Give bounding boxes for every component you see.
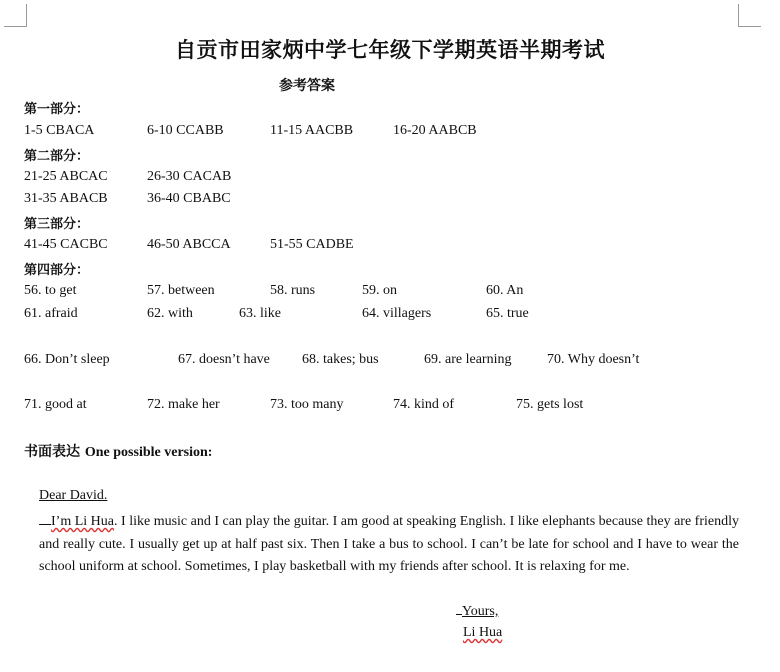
answer-group: 41-45 CACBC <box>24 237 108 252</box>
answer-group: 36-40 CBABC <box>147 191 231 206</box>
answer-group: 6-10 CCABB <box>147 123 224 138</box>
part4-heading: 第四部分： <box>24 263 90 278</box>
answer-item: 68. takes; bus <box>302 352 379 367</box>
answer-item: 58. runs <box>270 283 316 298</box>
letter-signature-text: Li Hua <box>463 625 503 640</box>
letter-closing-text: Yours, <box>462 604 499 619</box>
answer-group: 51-55 CADBE <box>270 237 354 252</box>
answer-group: 26-30 CACAB <box>147 169 232 184</box>
letter-body <box>39 510 739 579</box>
page-corner-mark-top-left <box>4 4 27 27</box>
answer-group: 21-25 ABCAC <box>24 169 108 184</box>
answer-item: 69. are learning <box>424 352 512 367</box>
letter-closing <box>456 602 498 620</box>
answer-group: 1-5 CBACA <box>24 123 95 138</box>
writing-heading <box>24 441 212 461</box>
answer-item: 65. true <box>486 306 529 321</box>
letter-text: . I like music and I can play the guitar. I am good at speaking English. I like elephants because they are friendly and really cute. I usually get up at half past six. Then I take a bus to school. I can’t be late for school and I have to wear the school uniform at school. Sometimes, I play basketball with my friends after school. It is relaxing for me. <box>39 514 740 575</box>
answer-item: 62. with <box>147 306 193 321</box>
answer-item: 67. doesn’t have <box>178 352 270 367</box>
answer-item: 75. gets lost <box>516 397 584 412</box>
indent-underline <box>39 510 51 525</box>
answer-item: 64. villagers <box>362 306 432 321</box>
answer-item: 73. too many <box>270 397 344 412</box>
part3-heading: 第三部分： <box>24 217 90 232</box>
answer-item: 66. Don’t sleep <box>24 352 110 367</box>
letter-greeting: Dear David. <box>39 488 108 503</box>
answer-group: 31-35 ABACB <box>24 191 108 206</box>
answer-item: 72. make her <box>147 397 220 412</box>
part1-heading: 第一部分： <box>24 102 90 117</box>
answer-item: 63. like <box>239 306 281 321</box>
answer-group: 16-20 AABCB <box>393 123 477 138</box>
writing-heading-en: One possible version: <box>84 445 213 460</box>
writing-heading-cn: 书面表达 <box>24 444 80 460</box>
document-title: 自贡市田家炳中学七年级下学期英语半期考试 <box>175 38 605 62</box>
answer-item: 59. on <box>362 283 397 298</box>
answer-item: 70. Why doesn’t <box>547 352 640 367</box>
part2-heading: 第二部分： <box>24 149 90 164</box>
page-corner-mark-top-right <box>738 4 761 27</box>
answer-item: 71. good at <box>24 397 87 412</box>
answer-group: 11-15 AACBB <box>270 123 354 138</box>
answer-group: 46-50 ABCCA <box>147 237 231 252</box>
letter-intro: I’m Li Hua <box>51 514 115 529</box>
answer-item: 57. between <box>147 283 215 298</box>
answer-item: 60. An <box>486 283 524 298</box>
answer-item: 74. kind of <box>393 397 455 412</box>
letter-signature <box>463 625 502 641</box>
answer-item: 56. to get <box>24 283 77 298</box>
document-subtitle: 参考答案 <box>279 78 335 94</box>
answer-item: 61. afraid <box>24 306 78 321</box>
